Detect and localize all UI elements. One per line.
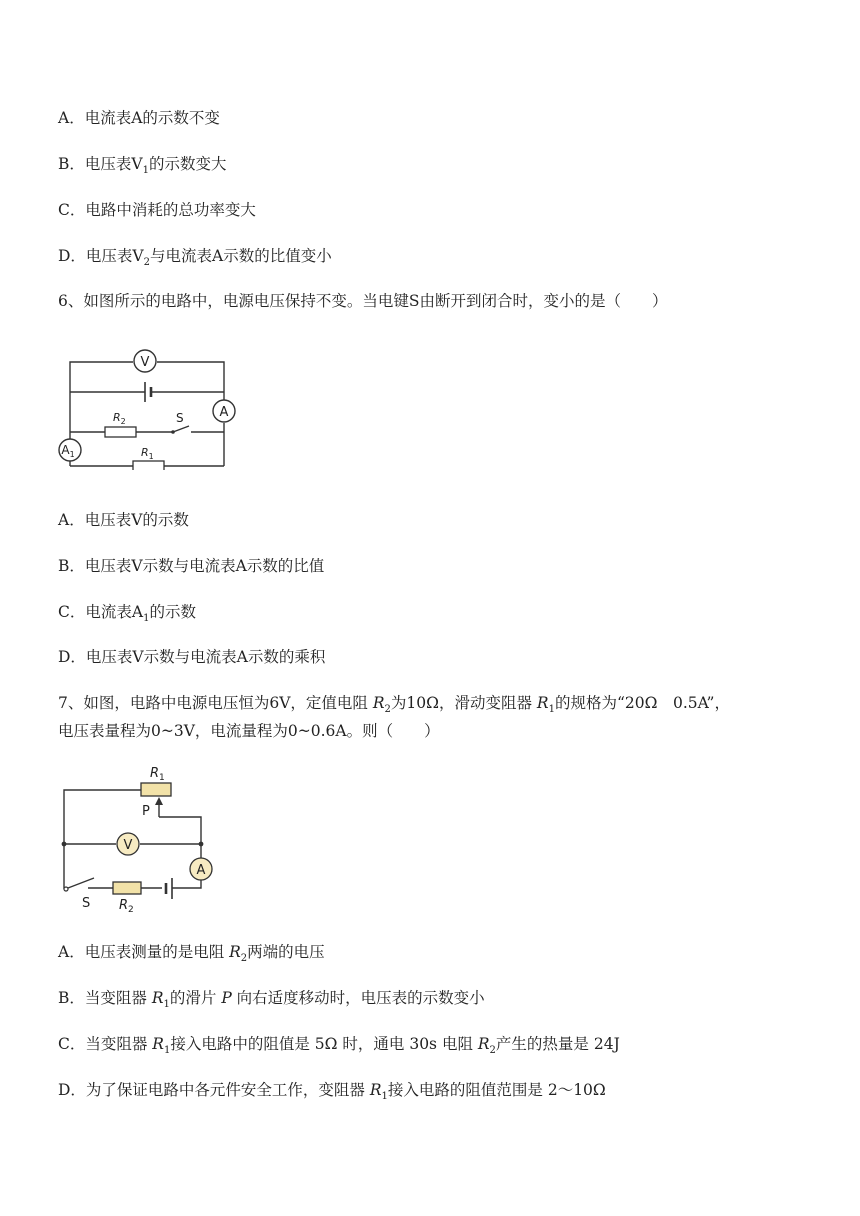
q6-option-c-sub: 1 (143, 613, 150, 625)
q7-stem-r2: R (372, 694, 385, 712)
q6-stem: 6、如图所示的电路中，电源电压保持不变。当电键S由断开到闭合时，变小的是（ ） (58, 292, 668, 310)
q7-option-d-sub: 1 (381, 1091, 388, 1103)
q7-option-c-text-3: 产生的热量是 24J (495, 1035, 620, 1053)
q6-circuit-diagram (56, 344, 242, 470)
q6-option-c-text: C．电流表A (58, 603, 144, 621)
q7-option-b-p: P (221, 989, 232, 1007)
ammeter-label: A (196, 863, 206, 878)
ammeter-a1-label: $A_1$ (61, 443, 75, 459)
q7-stem-r2-sub: 2 (384, 704, 391, 716)
q5-option-d-sub: 2 (143, 257, 150, 269)
q7-stem-r1-sub: 1 (548, 704, 555, 716)
q7-option-a-sub: 2 (240, 953, 248, 965)
q7-option-b-text-3: 向右适度移动时，电压表的示数变小 (231, 989, 485, 1007)
switch-s-label: S (176, 411, 184, 425)
q7-option-d-text: D．为了保证电路中各元件安全工作，变阻器 (58, 1081, 370, 1099)
q7-option-b-sub: 1 (163, 999, 170, 1011)
q7-stem-text: 7、如图，电路中电源电压恒为6V，定值电阻 (58, 694, 373, 712)
resistor-r2-label: $R_2$ (119, 898, 134, 915)
q7-option-d-r: R (369, 1081, 382, 1099)
resistor-r2 (105, 427, 136, 437)
q6-option-b: B．电压表V示数与电流表A示数的比值 (58, 557, 325, 575)
switch-contact (64, 887, 68, 891)
q5-option-d (58, 245, 332, 267)
q5-option-b-text: B．电压表V (58, 155, 143, 173)
rheostat-r1 (141, 783, 171, 796)
q7-stem-text-2: 为10Ω，滑动变阻器 (390, 694, 537, 712)
q5-option-b-sub: 1 (142, 165, 149, 177)
voltmeter-label: V (123, 838, 133, 853)
wiper-p-label: P (142, 804, 150, 819)
q7-option-b (58, 987, 485, 1009)
q7-option-b-r: R (151, 989, 164, 1007)
q7-option-a (58, 941, 325, 963)
q7-option-a-r: R (229, 943, 241, 961)
q6-option-c (58, 601, 196, 623)
q7-option-c-sub: 1 (163, 1045, 171, 1057)
switch-s-label: S (82, 896, 91, 911)
ammeter-a-label: A (219, 405, 229, 420)
resistor-r1-label: $R_1$ (141, 446, 154, 461)
q6-option-a: A．电压表V的示数 (58, 511, 189, 529)
q6-option-c-text-2: 的示数 (149, 603, 196, 621)
q7-stem-text-3: 的规格为“20Ω 0.5A”， (554, 694, 730, 712)
junction-dot-right (199, 842, 204, 847)
q7-option-c (58, 1033, 620, 1055)
q7-option-a-text: A．电压表测量的是电阻 (58, 943, 230, 961)
q7-option-c-r: R (152, 1035, 164, 1053)
q5-option-d-text-2: 与电流表A示数的比值变小 (150, 247, 332, 265)
junction-dot-left (62, 842, 67, 847)
q7-option-a-text-2: 两端的电压 (247, 943, 325, 961)
q7-stem-line1 (58, 692, 730, 714)
q7-stem-line2: 电压表量程为0~3V，电流量程为0~0.6A。则（ ） (58, 722, 440, 740)
q7-option-c-r2: R (477, 1035, 490, 1053)
q7-option-c-text-2: 接入电路中的阻值是 5Ω 时，通电 30s 电阻 (170, 1035, 478, 1053)
q7-option-b-text-2: 的滑片 (169, 989, 222, 1007)
q5-option-c: C．电路中消耗的总功率变大 (58, 201, 256, 219)
resistor-r2 (113, 882, 141, 894)
wiper-arrow (155, 797, 163, 805)
q6-option-d: D．电压表V示数与电流表A示数的乘积 (58, 648, 326, 666)
q7-option-d (58, 1079, 606, 1101)
q5-option-a: A．电流表A的示数不变 (58, 109, 220, 127)
q7-circuit-diagram (56, 760, 226, 920)
q7-option-c-sub2: 2 (489, 1045, 496, 1057)
voltmeter-label: V (140, 355, 150, 370)
switch-s (173, 426, 189, 432)
q5-option-b (58, 153, 226, 175)
q5-option-b-text-2: 的示数变大 (148, 155, 227, 173)
q5-option-d-text: D．电压表V (58, 247, 144, 265)
q7-stem-r1: R (536, 694, 549, 712)
q7-option-b-text: B．当变阻器 (58, 989, 152, 1007)
switch-s (68, 878, 94, 888)
resistor-r2-label: $R_2$ (113, 411, 126, 426)
q7-option-d-text-2: 接入电路的阻值范围是 2～10Ω (387, 1081, 606, 1099)
resistor-r1 (133, 461, 164, 470)
rheostat-r1-label: $R_1$ (150, 766, 165, 783)
q7-option-c-text: C．当变阻器 (58, 1035, 153, 1053)
